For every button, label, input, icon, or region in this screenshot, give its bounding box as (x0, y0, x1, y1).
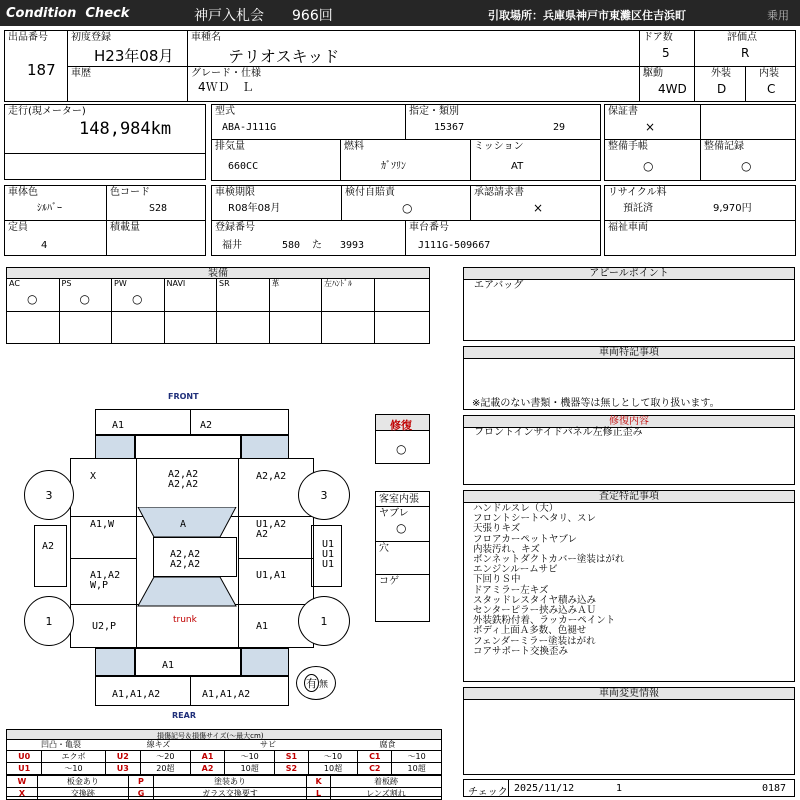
model-name: テリオスキッド (228, 47, 340, 66)
auction-session: 966回 (292, 8, 333, 24)
inspection-note-line: エンジンルームサビ (473, 564, 558, 576)
legend-box: 損傷記号＆損傷サイズ(〜最大cm) 凹凸・亀裂 線キズ サビ 腐食 U0 エクボ U2 〜20 A1 〜10 S1 〜10 C1 〜10 U1 〜10 U3 20超 A2 10超 S2 10超 C2 10超 W 板金あり P 塗装あり K 着板跡 X 交換跡 G ガラス交換要す L レンズ割れ (6, 729, 442, 797)
legend-group: 腐食 (379, 740, 396, 749)
inspection-note-line: コアサポート交換歪み (473, 645, 569, 657)
rear-label: REAR (172, 711, 196, 720)
inspection-expiry-cell: 車検期限 R08年08月 (211, 185, 342, 221)
inspection-note-line: 下回りＳ中 (473, 574, 521, 586)
repair-text: フロントインサイドパネル左修正歪み (474, 427, 643, 438)
equipment-item: PW ○ (111, 278, 165, 312)
trunk-label: trunk (173, 615, 197, 625)
color-cell: 車体色 ｼﾙﾊﾞｰ (4, 185, 107, 221)
special-note: ※記載のない書類・機器等は無しとして取り扱います。 (472, 398, 720, 409)
equipment-item: NAVI (164, 278, 218, 312)
type-cell: 型式 ABA-J111G (211, 104, 406, 140)
tire-rr: 1 (298, 596, 350, 646)
appeal-text: エアバッグ (474, 280, 524, 291)
inspection-note-line: ドアミラー左キズ (473, 584, 549, 596)
designation-cell: 指定・類別 15367 29 (405, 104, 601, 140)
header-title: Condition Check (6, 6, 130, 21)
tire-fr: 3 (298, 470, 350, 520)
score-cell: 評価点 R 外装 D 内装 C (694, 30, 796, 102)
cabin-lining-box: 客室内張 ヤブレ ○ 穴 コゲ (375, 491, 430, 622)
transmission-cell: ミッション AT (470, 139, 601, 181)
welfare-cell: 福祉車両 (604, 220, 796, 256)
grade: 4ＷＤ Ｌ (198, 80, 254, 94)
equipment-title: 装備 (7, 268, 429, 279)
inspection-note-line: フロアカーペットヤブレ (473, 533, 578, 545)
doors-cell: ドア数 5 駆動 4WD (639, 30, 695, 102)
inspection-note-line: 内装汚れ、キズ (473, 543, 540, 555)
displacement-cell: 排気量 660CC (211, 139, 341, 181)
footer-bar: チェック 2025/11/12 1 0187 (463, 779, 795, 797)
recycle-cell: リサイクル料 預託済 9,970円 (604, 185, 796, 221)
change-info-box: 車両変更情報 (463, 687, 795, 775)
legend-table-sizes: U0 エクボ U2 〜20 A1 〜10 S1 〜10 C1 〜10 U1 〜10 U3 20超 A2 10超 S2 10超 C2 10超 (6, 750, 442, 775)
repair-flag-box: 修復 ○ (375, 414, 430, 464)
legend-group: 凹凸・亀裂 (41, 740, 81, 749)
equipment-item: SR (216, 278, 270, 312)
inspection-note-line: フェンダーミラー塗装はがれ (473, 635, 596, 647)
equipment-item: 革 (269, 278, 323, 312)
car-diagram: FRONT 3 3 1 1 有 無 A1 A2 X A2,A2 A2,A2 A2,A2 A1,W A U1,A2 A2 A2 U1 U1 U1 A2,A2 A2,A2 A1,A2 W,P U1,A1 trunk U2,P A1 A1 A1,A1,A2 A1,A1,A2 REAR (0, 390, 375, 720)
auction-name: 神戸入札会 (194, 8, 264, 24)
mileage-cell: 走行(現メーター) 148,984km (4, 104, 206, 180)
capacity-cell: 定員 4 (4, 220, 107, 256)
inspection-note-line: センターピラー挟み込みＡＵ (473, 605, 597, 617)
pickup-location: 引取場所：兵庫県神戸市東灘区住吉浜町 (488, 9, 686, 22)
plate-cell: 登録番号 福井 580 た 3993 (211, 220, 406, 256)
load-cell: 積載量 (106, 220, 206, 256)
tire-rl: 1 (24, 596, 74, 646)
fuel-cell: 燃料 ｶﾞｿﾘﾝ (340, 139, 471, 181)
special-notes-box: 車両特記事項 ※記載のない書類・機器等は無しとして取り扱います。 (463, 346, 795, 410)
inspection-note-line: フロントシートヘタリ、スレ (473, 513, 597, 525)
equipment-box (6, 267, 430, 344)
lot-number: 187 (27, 61, 56, 79)
approval-cell: 承認請求書 × (470, 185, 601, 221)
header-bar (0, 0, 800, 26)
warranty-cell: 保証書 × (604, 104, 796, 140)
appeal-box: アピールポイント エアバッグ (463, 267, 795, 341)
legend-group: サビ (260, 740, 276, 749)
tire-fl: 3 (24, 470, 74, 520)
score: R (741, 46, 750, 60)
equipment-item: PS ○ (59, 278, 113, 312)
chassis-cell: 車台番号 J111G-509667 (405, 220, 601, 256)
inspection-notes-box: 査定特記事項 ハンドルスレ（大） フロントシートヘタリ、スレ 天張りキズ フロアカーペットヤブレ 内装汚れ、キズ ボンネットダクトカバー塗装はがれ エンジンルームサビ 下回りＳ中 ドアミラー左キズ スタッドレスタイヤ積み込み センターピラー挟み込みＡＵ 外装鉄粉付着、ラッカーペイント ボディ上面Ａ多数、色褪せ フェンダーミラー塗装はがれ コアサポート交換歪み (463, 490, 795, 682)
inspection-note-line: 外装鉄粉付着、ラッカーペイント (473, 615, 616, 627)
front-label: FRONT (168, 392, 199, 401)
inspection-note-line: 天張りキズ (473, 523, 521, 535)
vehicle-category: 乗用 (767, 9, 789, 22)
inspection-note-line: スタッドレスタイヤ積み込み (473, 594, 597, 606)
repair-content-box: 修復内容 フロントインサイドパネル左修正歪み (463, 415, 795, 485)
self-inspect-cell: 検付自賠責 ○ (341, 185, 471, 221)
inspection-note-line: ボディ上面Ａ多数、色褪せ (473, 625, 587, 637)
inspection-note-line: ハンドルスレ（大） (473, 503, 559, 514)
maintenance-cell: 整備手帳 ○ 整備記録 ○ (604, 139, 796, 181)
mileage: 148,984km (79, 119, 172, 139)
equipment-item: AC ○ (6, 278, 60, 312)
legend-group: 線キズ (146, 740, 171, 749)
inspection-note-line: ボンネットダクトカバー塗装はがれ (473, 554, 625, 566)
lot-cell: 出品番号 187 (4, 30, 68, 102)
spare-tire: 有 無 (296, 666, 336, 700)
color-code-cell: 色コード S28 (106, 185, 206, 221)
model-cell: 車種名 テリオスキッド グレード・仕様 4ＷＤ Ｌ (187, 30, 640, 102)
legend-table-codes: W 板金あり P 塗装あり K 着板跡 X 交換跡 G ガラス交換要す L レンズ割れ (6, 775, 442, 800)
equipment-item: 左ﾊﾝﾄﾞﾙ (321, 278, 375, 312)
first-registration: H23年08月 (94, 47, 174, 65)
first-reg-cell: 初度登録 H23年08月 車歴 (67, 30, 188, 102)
